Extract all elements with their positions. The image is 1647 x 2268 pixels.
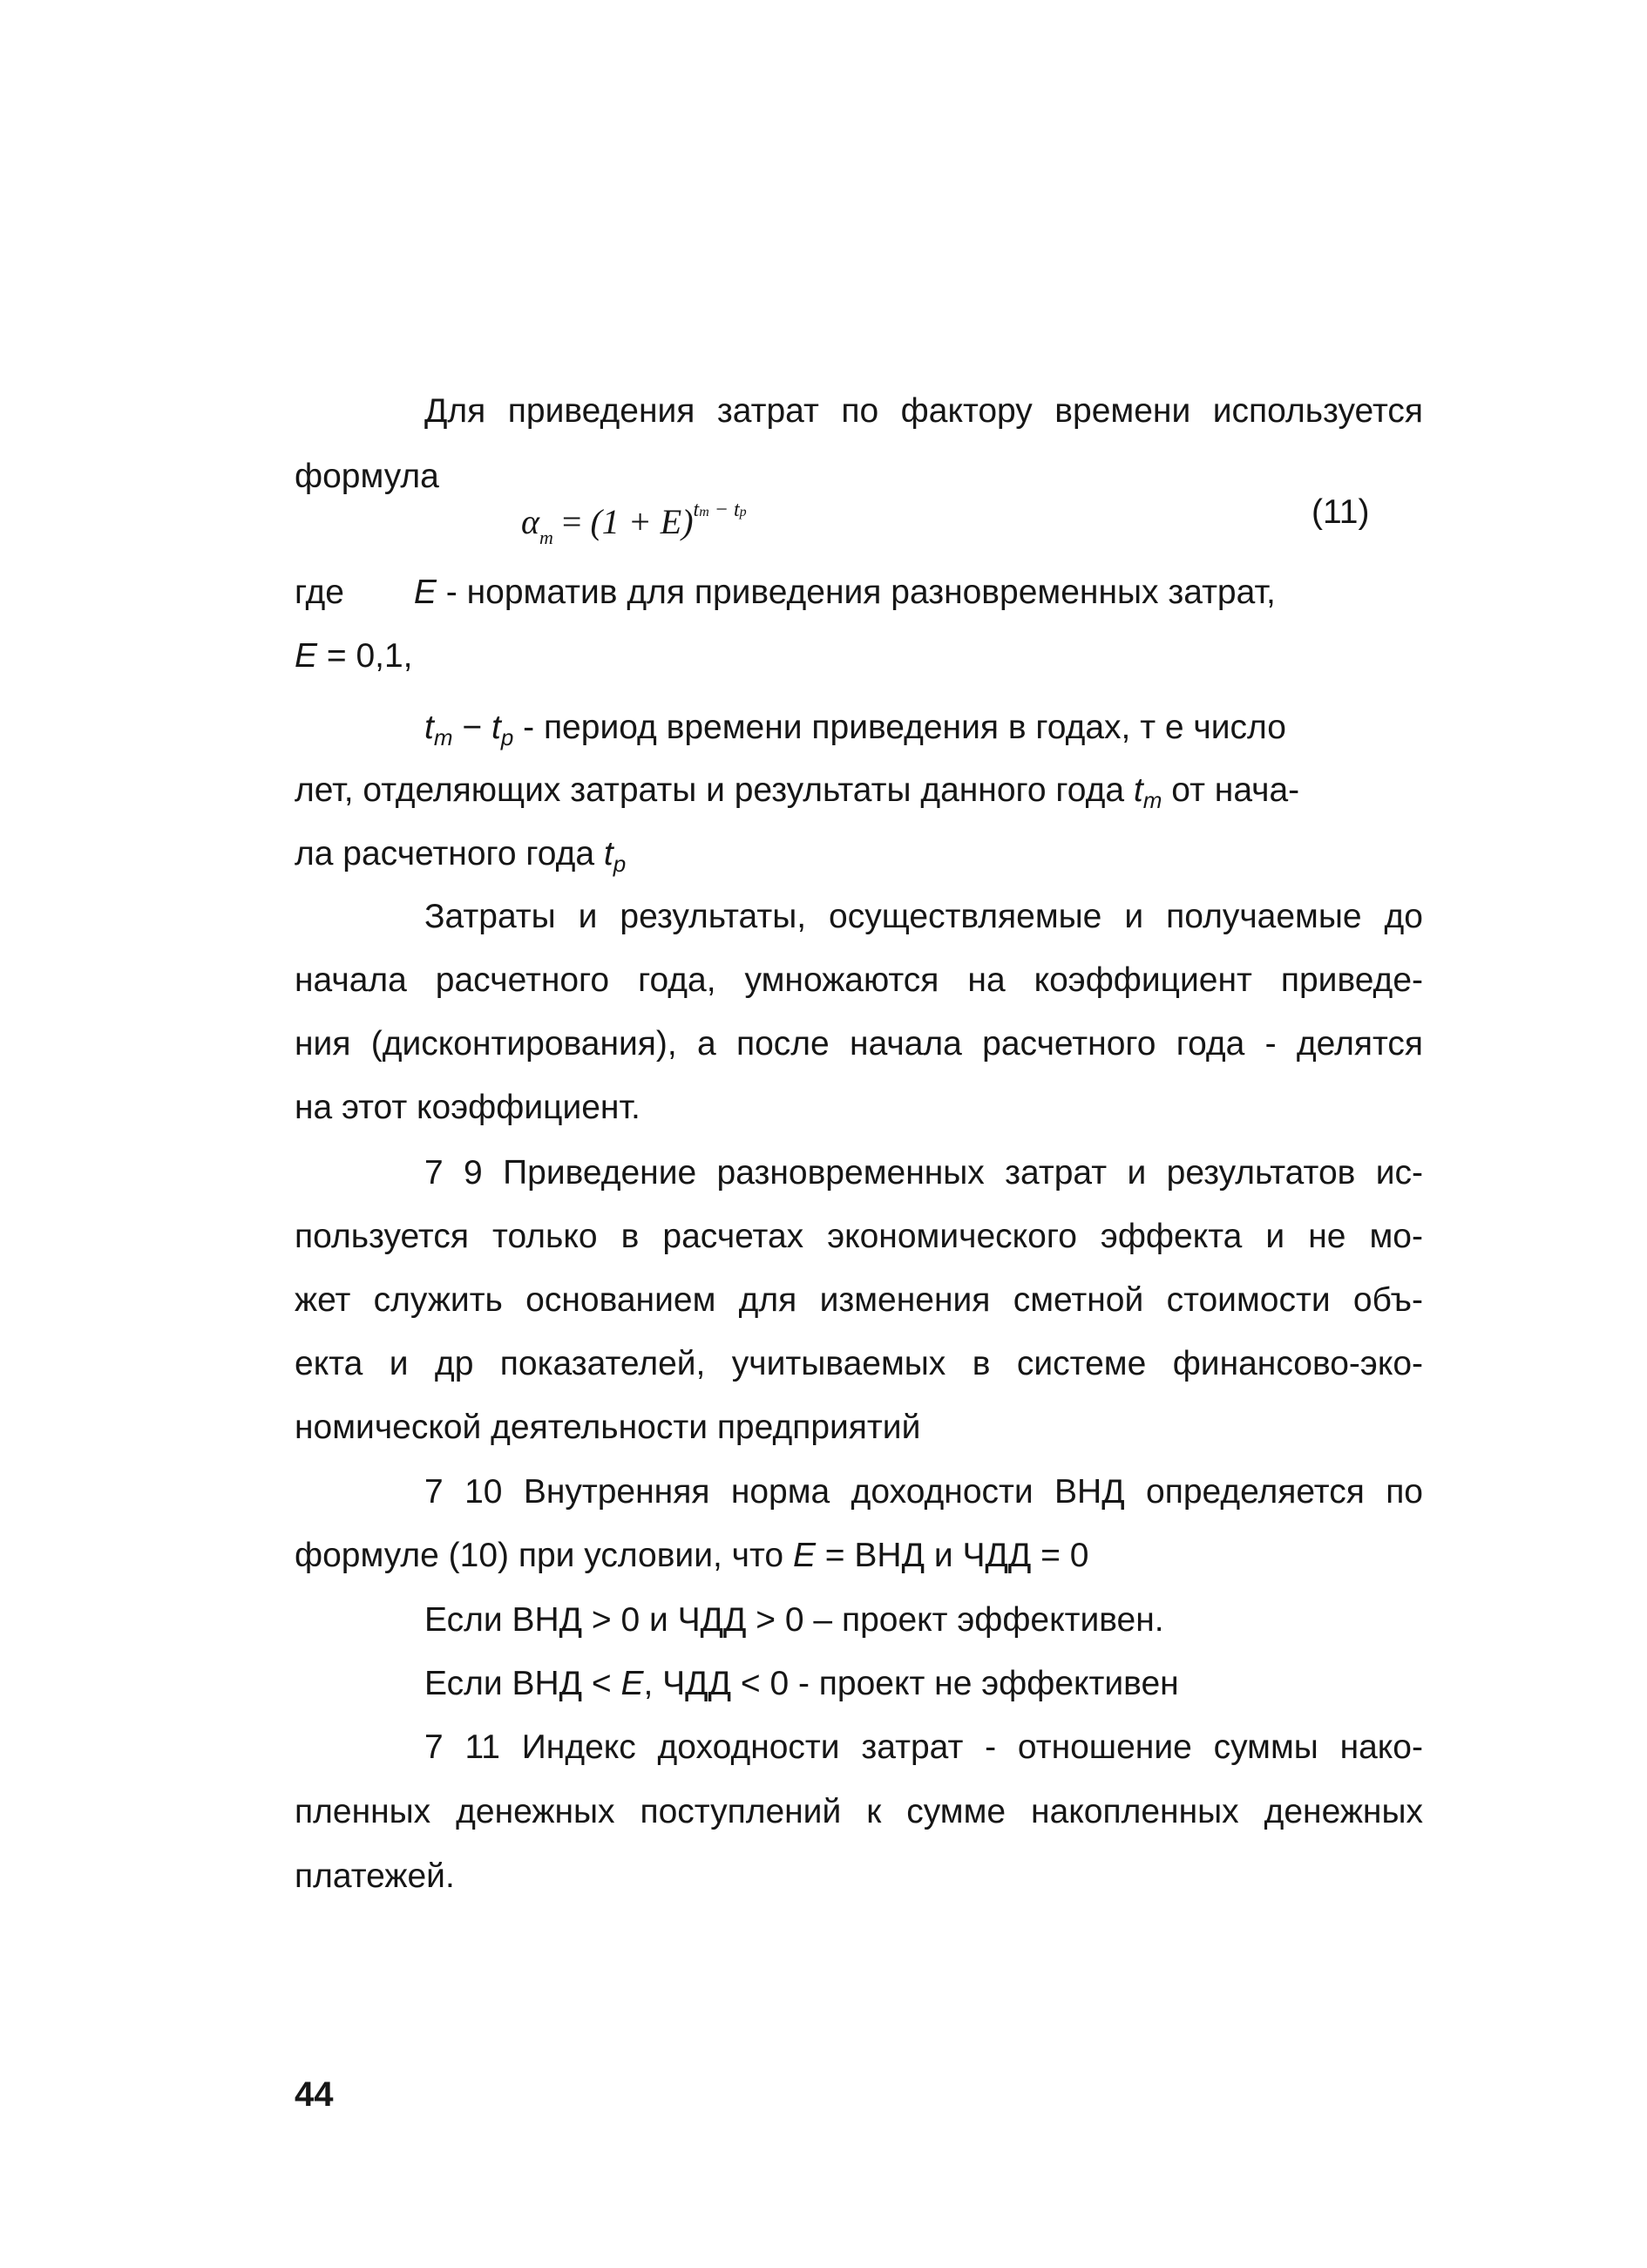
formula-exp-minus-t: − t: [708, 499, 740, 521]
paragraph-line: формула: [295, 458, 439, 495]
symbol-t: t: [1133, 771, 1143, 809]
condition-line: Если ВНД > 0 и ЧДД > 0 – проект эффективен.: [424, 1601, 1164, 1639]
formula-exponent: [694, 499, 747, 521]
paragraph-line: Затраты и результаты, осуществляемые и получаемые до: [424, 898, 1423, 935]
paragraph-line: екта и др показателей, учитываемых в системе финансово-эко-: [295, 1345, 1423, 1382]
period-text: от нача-: [1162, 771, 1300, 809]
period-text: лет, отделяющих затраты и результаты данного года: [295, 771, 1134, 809]
period-text: ла расчетного года: [295, 835, 604, 873]
period-line: [424, 706, 1423, 759]
paragraph-text: = ВНД и ЧДД = 0: [815, 1537, 1089, 1574]
condition-text: Если ВНД <: [424, 1665, 621, 1702]
formula-alpha: α: [521, 502, 539, 541]
paragraph-line: 7 11 Индекс доходности затрат - отношение суммы нако-: [424, 1728, 1423, 1766]
paragraph-line: [295, 832, 1423, 886]
symbol-t: t: [491, 709, 501, 746]
condition-text: , ЧДД < 0 - проект не эффективен: [643, 1665, 1179, 1702]
subscript-m: m: [1142, 787, 1162, 813]
page-number: 44: [295, 2075, 334, 2114]
paragraph-line: 7 9 Приведение разновременных затрат и результатов ис-: [424, 1154, 1423, 1192]
where-label: где: [295, 574, 344, 611]
paragraph-line: на этот коэффициент.: [295, 1089, 640, 1126]
equation-number: (11): [1312, 493, 1370, 531]
subscript-p: p: [613, 851, 627, 877]
formula-equals: =: [552, 502, 591, 541]
paragraph-line: Для приведения затрат по фактору времени используется: [424, 392, 1423, 430]
e-value: = 0,1,: [317, 637, 413, 675]
symbol-t: t: [603, 835, 613, 873]
formula-exp-p: p: [739, 505, 747, 519]
where-line: [295, 571, 1423, 615]
paragraph-line: номической деятельности предприятий: [295, 1409, 921, 1446]
period-text: - период времени приведения в годах, т е число: [513, 709, 1286, 746]
paragraph-line: [295, 769, 1423, 822]
symbol-e: E: [620, 1665, 644, 1702]
formula-alpha-subscript: m: [539, 526, 553, 548]
paragraph-text: формуле (10) при условии, что: [295, 1537, 793, 1574]
e-value-line: [295, 635, 1423, 678]
subscript-m: m: [433, 724, 453, 750]
paragraph-line: 7 10 Внутренняя норма доходности ВНД определяется по: [424, 1473, 1423, 1511]
formula-exp-m: m: [699, 505, 709, 519]
symbol-e: E: [792, 1537, 816, 1574]
paragraph-line: пленных денежных поступлений к сумме накопленных денежных: [295, 1793, 1423, 1830]
paragraph-line: начала расчетного года, умножаются на коэффициент приведе-: [295, 961, 1423, 999]
minus-sign: −: [452, 709, 491, 746]
paragraph-line: ния (дисконтирования), а после начала расчетного года - делятся: [295, 1025, 1423, 1063]
symbol-e: E: [295, 637, 318, 675]
symbol-t: t: [424, 709, 434, 746]
formula-base: (1 + E): [590, 502, 694, 541]
symbol-e: E: [413, 574, 437, 611]
paragraph-line: жет служить основанием для изменения сметной стоимости объ-: [295, 1281, 1423, 1319]
condition-line: [424, 1662, 1423, 1706]
definition-e: - норматив для приведения разновременных затрат,: [436, 574, 1276, 611]
paragraph-line: пользуется только в расчетах экономического эффекта и не мо-: [295, 1218, 1423, 1255]
paragraph-line: платежей.: [295, 1857, 455, 1895]
subscript-p: p: [500, 724, 514, 750]
formula-11: [521, 488, 747, 560]
paragraph-line: [295, 1534, 1423, 1578]
formula-exp-t: t: [693, 499, 700, 521]
